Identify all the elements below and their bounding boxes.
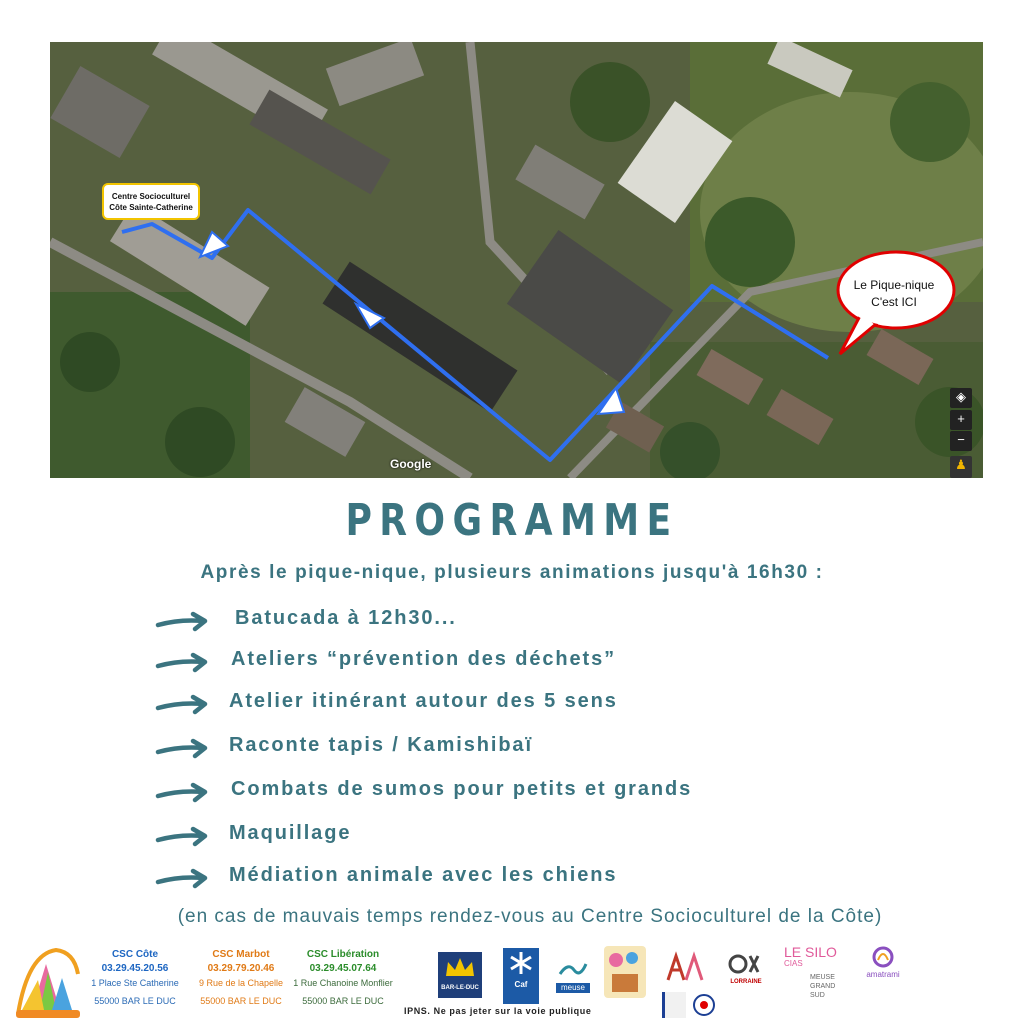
footer [0, 940, 1024, 1024]
pegman-icon[interactable]: ♟ [950, 456, 972, 478]
csc-phone: 03.29.45.20.56 [101, 963, 169, 974]
meuse-label: meuse [556, 983, 590, 993]
ec-icon [728, 952, 764, 976]
list-item [155, 822, 855, 852]
caf-logo [503, 948, 539, 1004]
bar-le-duc-label: BAR-LE-DUC [441, 985, 479, 991]
csc-cote-contact [80, 948, 190, 1008]
lorraine-logo [728, 952, 764, 986]
csc-marbot-contact [186, 948, 296, 1008]
list-item-label: Batucada à 12h30... [235, 607, 457, 629]
list-item [155, 690, 855, 720]
lorraine-label: LORRAINE [730, 979, 762, 985]
csc-phone: 03.29.79.20.46 [207, 963, 275, 974]
ludotheque-logo-icon [602, 944, 648, 1000]
zoom-in-button[interactable]: + [950, 410, 972, 430]
pique-nique-callout [832, 249, 956, 333]
caf-label: Caf [514, 980, 528, 989]
csc-city: 55000 BAR LE DUC [302, 996, 384, 1006]
river-icon [556, 956, 590, 980]
bar-le-duc-logo [438, 952, 482, 998]
csc-location-callout [102, 183, 200, 220]
programme-subtitle: Après le pique-nique, plusieurs animations jusqu'à 16h30 : [200, 562, 824, 583]
programme-title: PROGRAMME [345, 495, 679, 546]
list-item-label: Combats de sumos pour petits et grands [231, 778, 693, 800]
zoom-out-button[interactable]: − [950, 431, 972, 451]
csc-name: CSC Marbot [212, 949, 270, 960]
csc-name: CSC Côte [111, 949, 159, 960]
csc-address: 9 Rue de la Chapelle [198, 978, 284, 988]
arrow-right-icon [155, 694, 211, 716]
csc-phone: 03.29.45.07.64 [309, 963, 377, 974]
csc-address: 1 Place Ste Catherine [91, 978, 179, 988]
meuse-grand-sud-label: MEUSE GRAND SUD [810, 974, 836, 999]
csc-callout-line2: Côte Sainte-Catherine [109, 203, 193, 212]
ipns-notice: IPNS. Ne pas jeter sur la voie publique [404, 1006, 592, 1016]
aamp-logo-icon [664, 950, 708, 984]
list-item [155, 778, 855, 808]
le-silo-label: LE SILO [784, 944, 837, 960]
amatrami-icon [860, 946, 906, 968]
list-item-label: Raconte tapis / Kamishibaï [229, 734, 533, 756]
csc-liberation-contact [288, 948, 398, 1008]
list-item [155, 607, 855, 637]
arrow-right-icon [155, 611, 211, 633]
arrow-right-icon [155, 652, 211, 674]
amatrami-logo [860, 946, 906, 978]
meuse-logo [556, 956, 590, 1000]
list-item [155, 734, 855, 764]
aerial-map[interactable] [50, 42, 983, 478]
locate-icon[interactable]: ◈ [950, 388, 972, 408]
arrow-right-icon [155, 782, 211, 804]
arrow-right-icon [155, 868, 211, 890]
csc-address: 1 Rue Chanoine Monflier [293, 978, 393, 988]
csc-city: 55000 BAR LE DUC [200, 996, 282, 1006]
csc-callout-line1: Centre Socioculturel [111, 192, 191, 201]
list-item [155, 648, 855, 678]
csc-name: CSC Libération [306, 949, 380, 960]
crown-icon [438, 952, 482, 982]
pique-nique-line2: C'est ICI [871, 295, 917, 309]
csc-city: 55000 BAR LE DUC [94, 996, 176, 1006]
csc-logo-icon [8, 944, 86, 1020]
arrow-right-icon [155, 826, 211, 848]
list-item [155, 864, 855, 894]
list-item-label: Atelier itinérant autour des 5 sens [229, 690, 618, 712]
list-item-label: Médiation animale avec les chiens [229, 864, 618, 886]
snowflake-icon [503, 948, 539, 978]
cias-label: CIAS [784, 959, 803, 968]
pique-nique-line1: Le Pique-nique [853, 278, 935, 292]
list-item-label: Maquillage [229, 822, 352, 844]
arrow-right-icon [155, 738, 211, 760]
le-silo-logo [784, 944, 854, 1000]
anct-logo [692, 992, 716, 1018]
amatrami-label: amatrami [866, 970, 900, 979]
list-item-label: Ateliers “prévention des déchets” [231, 648, 617, 670]
anct-icon [692, 992, 716, 1018]
google-logo: Google [390, 457, 432, 471]
bad-weather-note: (en cas de mauvais temps rendez-vous au Centre Socioculturel de la Côte) [177, 906, 883, 927]
republique-francaise-logo [662, 992, 686, 1018]
